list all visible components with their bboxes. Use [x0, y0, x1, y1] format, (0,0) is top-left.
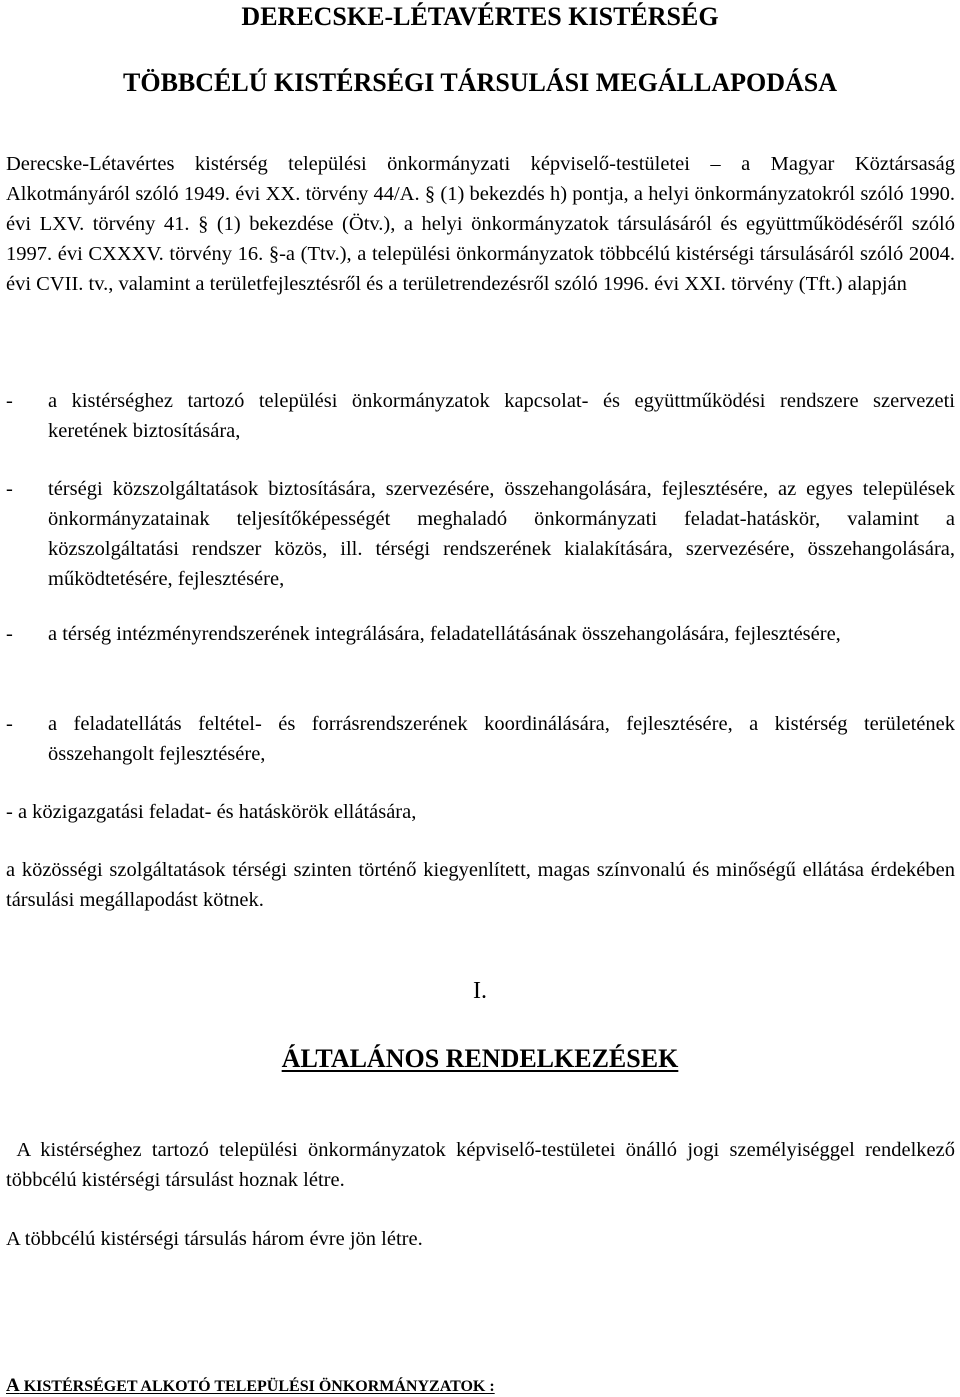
list-item-text: a térség intézményrendszerének integrálására, feladatellátásának összehangolására, fejlesztésére, — [48, 623, 841, 645]
list-dash: - — [6, 623, 13, 645]
intro-paragraph: Derecske-Létavértes kistérség települési önkormányzati képviselő-testületei – a Magyar Köztársaság Alkotmányáról szóló 1949. évi XX. törvény 44/A. § (1) bekezdés h) pontja, a helyi önkormányzatokról szóló 1990. évi LXV. törvény 41. § (1) bekezdése (Ötv.), a helyi önkormányzatok társulásáról és együttműködéséről szóló 1997. évi CXXXV. törvény 16. §-a (Ttv.), a települési önkormányzatok többcélú kistérségi társulásáról szóló 2004. évi CVII. tv., valamint a területfejlesztésről és a területrendezésről szóló 1996. évi XXI. törvény (Tft.) alapján — [6, 153, 955, 295]
list-dash: - — [6, 478, 13, 500]
list-item — [6, 474, 955, 594]
bottom-heading-text: KISTÉRSÉGET ALKOTÓ TELEPÜLÉSI ÖNKORMÁNYZATOK : — [19, 1378, 495, 1395]
closing-paragraph: a közösségi szolgáltatások térségi szinten történő kiegyenlített, magas színvonalú és minőségű ellátása érdekében társulási megállapodást kötnek. — [6, 859, 955, 911]
list-dash: - — [6, 713, 13, 735]
section-title: ÁLTALÁNOS RENDELKEZÉSEK — [281, 1044, 679, 1073]
list-item-text: a feladatellátás feltétel- és forrásrendszerének koordinálására, fejlesztésére, a kistérség területének összehangolt fejlesztésére, — [48, 713, 955, 765]
list-item — [6, 619, 955, 649]
section-paragraph-1: A kistérséghez tartozó települési önkormányzatok képviselő-testületei önálló jogi személyiséggel rendelkező többcélú kistérségi társulást hoznak létre. — [6, 1139, 960, 1191]
list-item-public-administration: - a közigazgatási feladat- és hatáskörök ellátására, — [6, 801, 417, 823]
list-item — [6, 386, 955, 446]
document-title-line2: TÖBBCÉLÚ KISTÉRSÉGI TÁRSULÁSI MEGÁLLAPODÁSA — [123, 68, 837, 97]
list-item-text: térségi közszolgáltatások biztosítására, szervezésére, összehangolására, fejlesztésére, az egyes települések önkormányzatainak teljesítőképességét meghaladó önkormányzati feladat-hatáskör, valamint a közszolgáltatási rendszer közös, ill. térségi rendszerének kialakítására, szervezésére, összehangolására, működtetésére, fejlesztésére, — [48, 478, 955, 590]
document-title-line1: DERECSKE-LÉTAVÉRTES KISTÉRSÉG — [241, 2, 719, 31]
bottom-heading-initial: A — [6, 1375, 20, 1396]
bottom-heading — [6, 1376, 495, 1397]
list-item-text: a kistérséghez tartozó települési önkormányzatok kapcsolat- és együttműködési rendszere szervezeti keretének biztosítására, — [48, 390, 955, 442]
list-dash: - — [6, 390, 13, 412]
section-number: I. — [473, 978, 487, 1004]
list-item — [6, 709, 955, 769]
section-paragraph-2: A többcélú kistérségi társulás három évre jön létre. — [6, 1228, 423, 1250]
